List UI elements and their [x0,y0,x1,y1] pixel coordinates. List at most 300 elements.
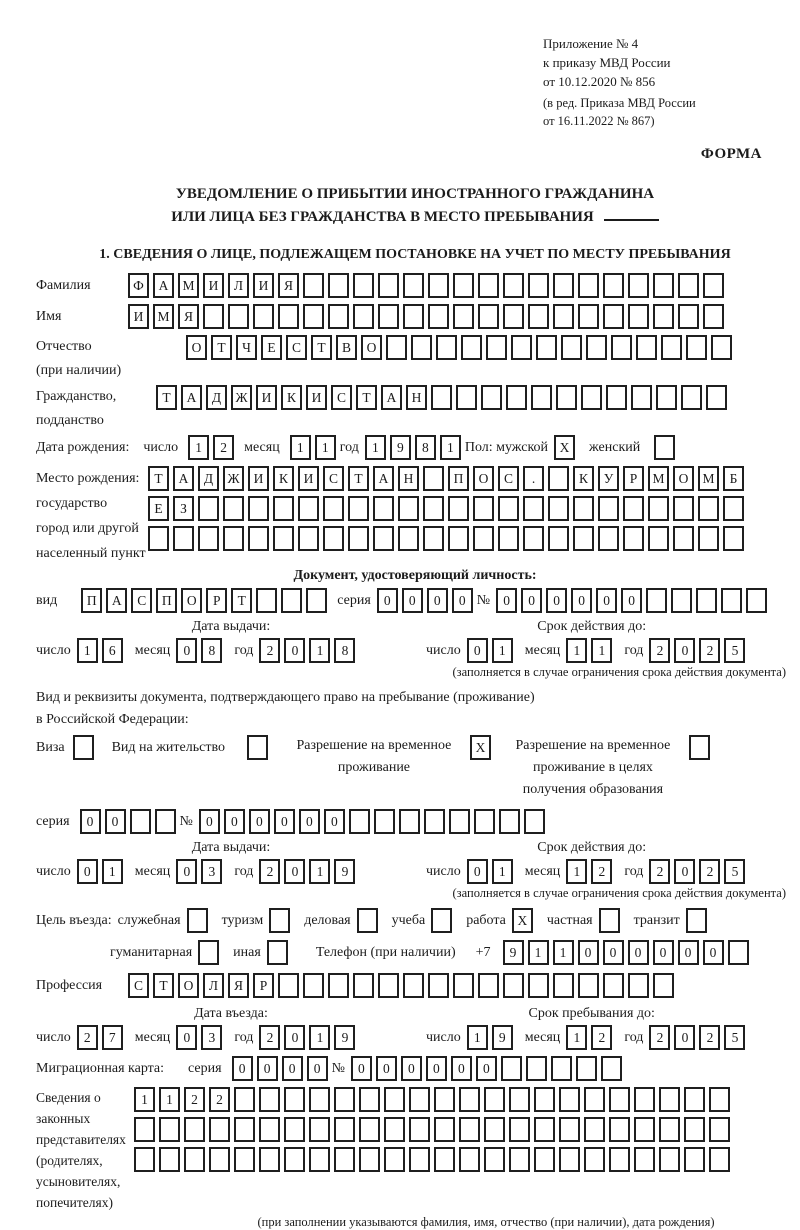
surname-cell [428,273,449,298]
identity-valid-fields [426,638,757,663]
stay-year-cell: 2 [649,1025,670,1050]
identity-series-cell: 0 [402,588,423,613]
temp-residence-cell: X [470,735,491,760]
birth-place-cells-row3-cell [423,526,444,551]
representatives-cells-row2-cell [559,1117,580,1142]
representatives-cells-row1-cell [359,1087,380,1112]
identity-dates [36,619,794,663]
representatives-cells-row1-cell [559,1087,580,1112]
representatives-cells-row2-cell [509,1117,530,1142]
valid-until-heading: Срок действия до: [537,619,647,634]
year-label: год [624,1030,644,1045]
residence-issue-month-cell: 3 [201,859,222,884]
citizenship-cell: А [181,385,202,410]
profession-cell: О [178,973,199,998]
surname-cell: Ф [128,273,149,298]
representatives-cells-row2-cell [159,1117,180,1142]
temp-residence-edu-checkbox [689,735,714,760]
identity-issue-month-cell: 0 [176,638,197,663]
identity-kind-cell: Р [206,588,227,613]
surname-cell [528,273,549,298]
given-name-row [36,304,794,329]
appendix-reference [543,34,794,130]
surname-cell: А [153,273,174,298]
residence-number-cells [199,809,549,834]
surname-cell: Я [278,273,299,298]
month-label: месяц [524,864,561,879]
surname-cell [403,273,424,298]
sex-female-checkbox [654,435,679,460]
purpose-study-checkbox [431,908,456,933]
representatives-cells-row3-cell [234,1147,255,1172]
identity-issue-day [77,638,127,663]
patronymic-cell [386,335,407,360]
birth-place-cells-row3-cell [373,526,394,551]
residence-number-cell [374,809,395,834]
temp-residence-label: Разрешение на временное проживание [296,738,452,775]
representatives-cells-row1-cell: 1 [159,1087,180,1112]
surname-cell: И [203,273,224,298]
representatives-cells-row1-cell: 2 [184,1087,205,1112]
given-name-cell [203,304,224,329]
representatives-cells-row3-cell [534,1147,555,1172]
birth-place-cells-row3-cell [623,526,644,551]
surname-label: Фамилия [36,278,91,293]
identity-issue-year [259,638,359,663]
birth-place-cells-row3-cell [298,526,319,551]
phone-cell: 9 [503,940,524,965]
residence-permit-label: Вид на жительство [111,740,225,755]
purpose-other-label: иная [233,945,261,960]
residence-issue-year [259,859,359,884]
identity-issue-year-cell: 0 [284,638,305,663]
representatives-cells-row3-cell [159,1147,180,1172]
birth-year-cell: 1 [440,435,461,460]
temp-residence-edu-cell [689,735,710,760]
purpose-tourism-checkbox [269,908,294,933]
entry-dates [36,1006,794,1050]
patronymic-row [36,335,794,383]
residence-validity-note: (заполняется в случае ограничения срока действия документа) [452,886,786,900]
entry-year-cell: 2 [259,1025,280,1050]
representatives-cells-row2-cell [534,1117,555,1142]
entry-month-cell: 3 [201,1025,222,1050]
representatives-cells-row1-cell [484,1087,505,1112]
surname-cell: И [253,273,274,298]
citizenship-cell [631,385,652,410]
residence-valid-month-cell: 1 [566,859,587,884]
birth-place-cells-row2-cell [298,496,319,521]
identity-number-cell: 0 [546,588,567,613]
patronymic-cell [536,335,557,360]
purpose-official-cell [187,908,208,933]
given-name-cell [703,304,724,329]
birth-place-cells-row2-cell [448,496,469,521]
patronymic-cells [186,335,736,360]
patronymic-label-line2: (при наличии) [36,363,122,378]
representatives-cells-row3-cell [459,1147,480,1172]
migration-series-cell: 0 [282,1056,303,1081]
section1-heading: 1. СВЕДЕНИЯ О ЛИЦЕ, ПОДЛЕЖАЩЕМ ПОСТАНОВКЕ НА УЧЕТ ПО МЕСТУ ПРЕБЫВАНИЯ [99,247,731,262]
visa-label: Виза [36,740,65,755]
sex-female-label: женский [589,440,641,455]
migration-number-cells [351,1056,626,1081]
patronymic-cell: О [361,335,382,360]
birth-place-cells-row3-cell [223,526,244,551]
purpose-private-cell [599,908,620,933]
citizenship-cells [156,385,731,410]
surname-cell [503,273,524,298]
birth-place-cells-row3-cell [648,526,669,551]
birth-date-row [36,435,794,460]
given-name-label: Имя [36,309,62,324]
residence-valid-day-cell: 1 [492,859,513,884]
patronymic-cell [436,335,457,360]
birth-place-cells-row2-cell [523,496,544,521]
citizenship-cell: С [331,385,352,410]
birth-place-cells-row3-cell [548,526,569,551]
migration-number-cell: 0 [426,1056,447,1081]
year-label: год [234,643,254,658]
residence-number-cell [474,809,495,834]
identity-valid-day [467,638,517,663]
representatives-cells-row1-cell [534,1087,555,1112]
identity-issue-block [36,619,426,663]
identity-number-label: № [476,593,491,608]
residence-series-cell: 0 [80,809,101,834]
birth-place-cells-row1-cell: Т [348,466,369,491]
birth-place-cells-row1-cell: Д [198,466,219,491]
representatives-cells-row2-cell [209,1117,230,1142]
entry-year-cell: 9 [334,1025,355,1050]
identity-kind-cell: О [181,588,202,613]
birth-place-cells-row1-cell: Р [623,466,644,491]
citizenship-cell: Ж [231,385,252,410]
surname-cell [303,273,324,298]
birth-place-cells-row1-cell: К [573,466,594,491]
form-title-line2: ИЛИ ЛИЦА БЕЗ ГРАЖДАНСТВА В МЕСТО ПРЕБЫВАНИЯ [171,209,594,225]
entry-date-fields [36,1025,426,1050]
identity-series-cell: 0 [427,588,448,613]
identity-doc-heading: Документ, удостоверяющий личность: [293,568,537,583]
entry-day-cell: 2 [77,1025,98,1050]
representatives-cells-row2-cell [684,1117,705,1142]
birth-place-cells-row1-cell: А [173,466,194,491]
given-name-cell [253,304,274,329]
citizenship-cell [581,385,602,410]
identity-valid-month-cell: 1 [591,638,612,663]
migration-number-cell [551,1056,572,1081]
residence-series-cell [155,809,176,834]
patronymic-cell: Ч [236,335,257,360]
birth-place-cells-row3-cell [473,526,494,551]
purpose-work-cell: X [512,908,533,933]
purpose-study-cell [431,908,452,933]
representatives-cells-row3-cell [709,1147,730,1172]
given-name-cells [128,304,728,329]
representatives-cells-row2-cell [184,1117,205,1142]
identity-number-cells [496,588,771,613]
day-label: число [143,440,179,455]
entry-day-cell: 7 [102,1025,123,1050]
phone-cells [503,940,753,965]
profession-cell [503,973,524,998]
citizenship-cell: А [381,385,402,410]
purpose-work-checkbox [512,908,537,933]
identity-valid-year-cell: 2 [649,638,670,663]
birth-place-cells-row3-cell [198,526,219,551]
form-title-line1: УВЕДОМЛЕНИЕ О ПРИБЫТИИ ИНОСТРАННОГО ГРАЖДАНИНА [175,186,655,202]
month-label: месяц [244,440,280,455]
patronymic-cell [511,335,532,360]
patronymic-cell [411,335,432,360]
identity-doc-kind-row [36,588,794,613]
birth-place-cells-row1-cell [548,466,569,491]
profession-cells [128,973,678,998]
citizenship-cell [531,385,552,410]
phone-cell: 1 [553,940,574,965]
month-label: месяц [134,643,171,658]
purpose-business-checkbox [357,908,382,933]
birth-place-cells-row2-cell [398,496,419,521]
purpose-other-checkbox [267,940,292,965]
surname-cell: М [178,273,199,298]
entry-date-block [36,1006,426,1050]
given-name-cell: М [153,304,174,329]
birth-day-cell: 2 [213,435,234,460]
identity-kind-cell: П [156,588,177,613]
representatives-cells-row1-cell [309,1087,330,1112]
residence-series-cell: 0 [105,809,126,834]
stay-year-cell: 0 [674,1025,695,1050]
patronymic-cell [661,335,682,360]
residence-valid-fields [426,859,757,884]
given-name-cell [428,304,449,329]
residence-issue-year-cell: 2 [259,859,280,884]
residence-number-cell [424,809,445,834]
birth-place-cells-row3-cell [673,526,694,551]
issue-date-heading: Дата выдачи: [191,840,271,855]
patronymic-cell [461,335,482,360]
day-label: число [36,643,71,658]
citizenship-label [36,385,156,433]
migration-number-cell: 0 [476,1056,497,1081]
birth-place-cells-row3-cell [698,526,719,551]
profession-cell [628,973,649,998]
representatives-note: (при заполнении указываются фамилия, имя, отчество (при наличии), дата рождения) [257,1215,715,1229]
identity-kind-cells [81,588,331,613]
identity-series-cell: 0 [452,588,473,613]
purpose-private-label: частная [546,913,593,928]
surname-row [36,273,794,298]
representatives-cells-row1-cell [584,1087,605,1112]
appendix-line: от 10.12.2020 № 856 [543,74,656,89]
representatives-cells-row3-cell [284,1147,305,1172]
birth-place-label-line4: населенный пункт [36,546,146,561]
stay-day [467,1025,517,1050]
citizenship-cell: Д [206,385,227,410]
residence-issue-day-cell: 1 [102,859,123,884]
residence-valid-day [467,859,517,884]
birth-day-cell: 1 [188,435,209,460]
residence-number-cell: 0 [249,809,270,834]
residence-valid-year-cell: 5 [724,859,745,884]
residence-valid-year-cell: 2 [649,859,670,884]
temp-residence-option [286,735,495,779]
identity-kind-cell: С [131,588,152,613]
identity-kind-cell: П [81,588,102,613]
patronymic-cell: Т [311,335,332,360]
entry-month-cell: 0 [176,1025,197,1050]
visa-option [36,735,98,760]
phone-cell: 1 [528,940,549,965]
form-label: ФОРМА [700,146,762,162]
representatives-label-line3: представителях [36,1132,126,1147]
purpose-business-cell [357,908,378,933]
month-label: месяц [524,1030,561,1045]
birth-month-cells [290,435,340,460]
birth-place-cells-row3-cell [248,526,269,551]
identity-kind-cell: А [106,588,127,613]
birth-place-cells-row2-cell [223,496,244,521]
residence-issue-month-cell: 0 [176,859,197,884]
identity-series-cell: 0 [377,588,398,613]
birth-place-cells-row3-cell [348,526,369,551]
residence-series-cells [80,809,180,834]
representatives-cells-row2-cell [659,1117,680,1142]
year-label: год [624,643,644,658]
identity-number-cell: 0 [521,588,542,613]
identity-valid-block [426,619,757,663]
profession-cell [603,973,624,998]
given-name-cell [503,304,524,329]
temp-residence-checkbox [470,735,495,760]
birth-place-cells-row1-cell: О [473,466,494,491]
identity-kind-label: вид [36,593,58,608]
representatives-cells-row1-cell: 2 [209,1087,230,1112]
residence-number-cell: 0 [224,809,245,834]
profession-cell [478,973,499,998]
birth-place-cells-row2 [148,496,748,521]
migration-number-label: № [331,1061,345,1076]
birth-place-label-line1: Место рождения: [36,471,140,486]
purpose-humanitarian-checkbox [198,940,223,965]
representatives-cells-row1 [134,1087,734,1112]
representatives-cells-row1-cell [659,1087,680,1112]
patronymic-cell: Е [261,335,282,360]
temp-residence-edu-label: Разрешение на временное проживание в целях получения образования [515,738,671,797]
birth-place-cells-row1-cell: . [523,466,544,491]
entry-year [259,1025,359,1050]
representatives-cells-row3-cell [684,1147,705,1172]
representatives-label-line6: попечителях) [36,1195,113,1210]
given-name-cell [478,304,499,329]
purpose-humanitarian-label: гуманитарная [110,945,193,960]
purpose-row-1 [36,908,794,933]
stay-year-cell: 5 [724,1025,745,1050]
representatives-label-line2: законных [36,1111,91,1126]
phone-prefix: +7 [475,945,491,960]
stay-until-fields [426,1025,757,1050]
representatives-cells-row2-cell [284,1117,305,1142]
profession-cell [378,973,399,998]
birth-place-cells-row3-cell [723,526,744,551]
patronymic-cell [636,335,657,360]
phone-cell: 0 [578,940,599,965]
purpose-transit-label: транзит [633,913,680,928]
birth-place-cells-row2-cell [348,496,369,521]
identity-kind-cell: Т [231,588,252,613]
representatives-cells-row3 [134,1147,734,1172]
representatives-cells-row2-cell [259,1117,280,1142]
birth-year-cells [365,435,465,460]
birth-place-cells-row3-cell [498,526,519,551]
surname-cell [653,273,674,298]
birth-day-cells [188,435,238,460]
patronymic-cell [686,335,707,360]
migration-number-cell: 0 [401,1056,422,1081]
representatives-label-line1: Сведения о [36,1090,101,1105]
given-name-cell [603,304,624,329]
birth-place-label [36,466,148,566]
birth-place-cells-row2-cell: З [173,496,194,521]
purpose-transit-cell [686,908,707,933]
representatives-row [36,1087,794,1213]
residence-number-cell: 0 [324,809,345,834]
given-name-cell: И [128,304,149,329]
representatives-cells-row2-cell [359,1117,380,1142]
residence-number-cell: 0 [274,809,295,834]
representatives-label-line4: (родителях, [36,1153,103,1168]
representatives-cells-row1-cell [434,1087,455,1112]
citizenship-cell [681,385,702,410]
identity-number-cell: 0 [621,588,642,613]
residence-number-cell [524,809,545,834]
valid-until-heading: Срок действия до: [537,840,647,855]
given-name-cell [303,304,324,329]
surname-cell: Л [228,273,249,298]
profession-cell: Я [228,973,249,998]
identity-valid-year-cell: 2 [699,638,720,663]
representatives-cells-row2-cell [484,1117,505,1142]
birth-place-cells-row1-cell: И [298,466,319,491]
identity-valid-day-cell: 0 [467,638,488,663]
residence-permit-option [112,735,272,760]
purpose-row-2 [110,940,794,965]
residence-number-cell [499,809,520,834]
purpose-study-label: учеба [391,913,426,928]
surname-cell [353,273,374,298]
representatives-cells-row2 [134,1117,734,1142]
visa-cell [73,735,94,760]
birth-place-cells-row2-cell [723,496,744,521]
day-label: число [36,864,71,879]
residence-issue-year-cell: 0 [284,859,305,884]
representatives-cells-row3-cell [434,1147,455,1172]
birth-place-label-line2: государство [36,496,108,511]
profession-cell [453,973,474,998]
residence-valid-month [566,859,616,884]
citizenship-cell: Т [356,385,377,410]
birth-year-cell: 8 [415,435,436,460]
given-name-cell [328,304,349,329]
birth-place-cells-row2-cell [373,496,394,521]
phone-label: Телефон (при наличии) [315,945,456,960]
birth-place-cells-row2-cell [248,496,269,521]
residence-valid-year [649,859,749,884]
temp-residence-edu-option [505,735,714,801]
phone-cell: 0 [603,940,624,965]
